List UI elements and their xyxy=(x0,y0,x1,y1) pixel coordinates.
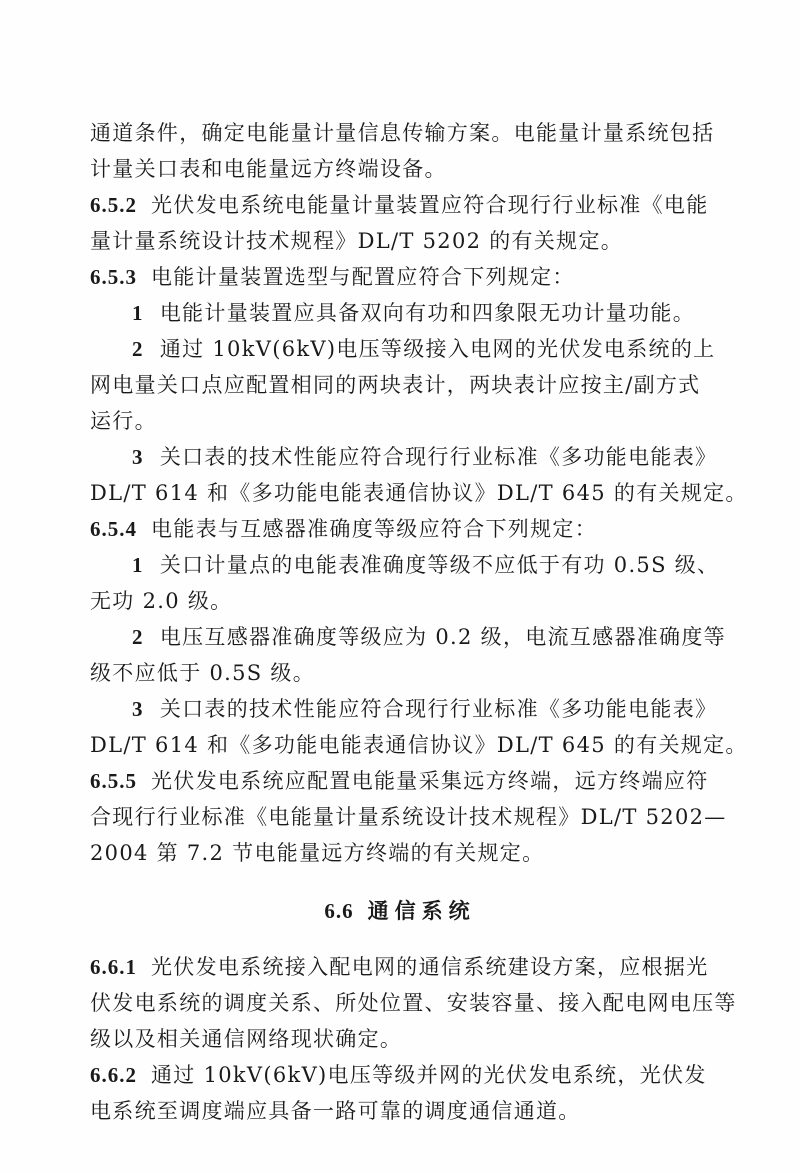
list-item: 2 电压互感器准确度等级应为 0.2 级，电流互感器准确度等 xyxy=(132,625,726,649)
clause-6-5-2: 6.5.2 光伏发电系统电能量计量装置应符合现行行业标准《电能 xyxy=(90,193,709,217)
clause-number: 6.5.5 xyxy=(90,769,137,793)
clause-number: 6.5.4 xyxy=(90,517,137,541)
paragraph-line: 伏发电系统的调度关系、所处位置、安装容量、接入配电网电压等 xyxy=(90,991,737,1015)
paragraph-line: 无功 2.0 级。 xyxy=(90,589,233,613)
section-number: 6.6 xyxy=(324,899,354,923)
clause-number: 6.6.1 xyxy=(90,955,137,979)
list-item: 2 通过 10kV(6kV)电压等级接入电网的光伏发电系统的上 xyxy=(132,337,716,361)
paragraph-line: DL/T 614 和《多功能电能表通信协议》DL/T 645 的有关规定。 xyxy=(90,733,748,757)
paragraph-line: 通道条件，确定电能量计量信息传输方案。电能量计量系统包括 xyxy=(90,121,715,145)
item-number: 2 xyxy=(132,337,144,361)
paragraph-line: 电系统至调度端应具备一路可靠的调度通信通道。 xyxy=(90,1099,581,1123)
list-item: 3 关口表的技术性能应符合现行行业标准《多功能电能表》 xyxy=(132,445,718,469)
clause-6-5-5: 6.5.5 光伏发电系统应配置电能量采集远方终端，远方终端应符 xyxy=(90,769,709,793)
item-number: 1 xyxy=(132,301,144,325)
list-item: 3 关口表的技术性能应符合现行行业标准《多功能电能表》 xyxy=(132,697,718,721)
section-heading xyxy=(0,896,800,926)
paragraph-line: 级以及相关通信网络现状确定。 xyxy=(90,1027,403,1051)
paragraph-line: 量计量系统设计技术规程》DL/T 5202 的有关规定。 xyxy=(90,229,624,253)
paragraph-line: 运行。 xyxy=(90,409,157,433)
item-number: 3 xyxy=(132,697,144,721)
clause-6-6-1: 6.6.1 光伏发电系统接入配电网的通信系统建设方案，应根据光 xyxy=(90,955,709,979)
clause-6-5-3: 6.5.3 电能计量装置选型与配置应符合下列规定： xyxy=(90,265,575,289)
item-number: 2 xyxy=(132,625,144,649)
item-number: 3 xyxy=(132,445,144,469)
paragraph-line: 计量关口表和电能量远方终端设备。 xyxy=(90,157,447,181)
list-item: 1 关口计量点的电能表准确度等级不应低于有功 0.5S 级、 xyxy=(132,553,720,577)
item-number: 1 xyxy=(132,553,144,577)
paragraph-line: 合现行行业标准《电能量计量系统设计技术规程》DL/T 5202— xyxy=(90,805,727,829)
list-item: 1 电能计量装置应具备双向有功和四象限无功计量功能。 xyxy=(132,301,696,325)
section-title: 通信系统 xyxy=(367,898,476,923)
clause-number: 6.5.2 xyxy=(90,193,137,217)
clause-number: 6.5.3 xyxy=(90,265,137,289)
paragraph-line: 2004 第 7.2 节电能量远方终端的有关规定。 xyxy=(90,841,545,865)
clause-6-6-2: 6.6.2 通过 10kV(6kV)电压等级并网的光伏发电系统，光伏发 xyxy=(90,1063,707,1087)
paragraph-line: 网电量关口点应配置相同的两块表计，两块表计应按主/副方式 xyxy=(90,373,701,397)
paragraph-line: DL/T 614 和《多功能电能表通信协议》DL/T 645 的有关规定。 xyxy=(90,481,748,505)
clause-6-5-4: 6.5.4 电能表与互感器准确度等级应符合下列规定： xyxy=(90,517,597,541)
paragraph-line: 级不应低于 0.5S 级。 xyxy=(90,661,316,685)
clause-number: 6.6.2 xyxy=(90,1063,137,1087)
